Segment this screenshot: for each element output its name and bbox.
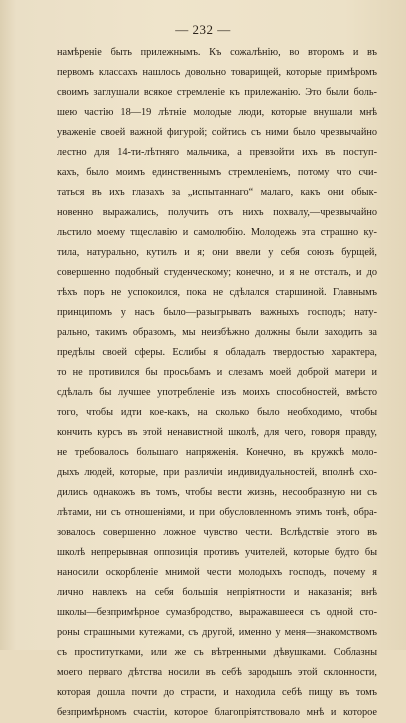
text-line: школѣ непрерывная оппозиція противъ учителей, которые будто бы <box>57 547 377 558</box>
text-line: зовалось совершенно ложное чувство чести. Вслѣдствіе этого въ <box>57 527 377 538</box>
text-line: шею частію 18—19 лѣтніе молодые люди, которые внушали мнѣ <box>57 107 377 118</box>
text-line: тила, натурально, кутилъ и я; они ввели у себя союзъ бурщей, <box>57 247 377 258</box>
text-line: уваженіе своей важной фигурой; сойтись съ ними было чрезвычайно <box>57 127 377 138</box>
text-line: роны страшными кутежами, съ другой, именно у меня—знакомствомъ <box>57 627 377 638</box>
text-line: своимъ заглушали всякое стремленіе къ прилежанію. Это были боль- <box>57 87 377 98</box>
text-line: которая дошла почти до страсти, и находила себѣ пищу въ томъ <box>57 687 377 698</box>
text-line: то не противился бы просьбамъ и слезамъ моей доброй матери и <box>57 367 377 378</box>
text-line: совершенно подобный студенческому; конечно, и я не отсталъ, и до <box>57 267 377 278</box>
text-line: намѣреніе быть прилежнымъ. Къ сожалѣнію, во второмъ и въ <box>57 47 377 58</box>
page-number: — 232 — <box>175 22 231 37</box>
text-line: принципомъ у насъ было—разыгрывать важныхъ господъ; нату- <box>57 307 377 318</box>
text-line: таться въ ихъ глазахъ за „испытаннаго“ малаго, какъ они обык- <box>57 187 377 198</box>
text-line: предѣлы своей сферы. Еслибы я обладалъ твердостью характера, <box>57 347 377 358</box>
text-line: кончить курсъ въ этой ненавистной школѣ, для чего, говоря правду, <box>57 427 377 438</box>
text-line: лестно для 14-ти-лѣтняго мальчика, а превзойти ихъ въ поступ- <box>57 147 377 158</box>
text-line: наносили оскорбленіе мнимой чести молодыхъ господъ, почему я <box>57 567 377 578</box>
text-line: лично навлекъ на себя большія непріятности и наказанія; внѣ <box>57 587 377 598</box>
text-line: безпримѣрномъ счастіи, которое благопріятствовало мнѣ и которое <box>57 707 377 718</box>
text-line: не требовалось большаго напряженія. Конечно, въ кружкѣ моло- <box>57 447 377 458</box>
text-line: сдѣлалъ бы лучшее употребленіе изъ моихъ способностей, вмѣсто <box>57 387 377 398</box>
text-line: дились однакожъ въ томъ, чтобы вести жизнь, несообразную ни съ <box>57 487 377 498</box>
text-line: съ проститутками, или же съ вѣтренными дѣвушками. Соблазны <box>57 647 377 658</box>
text-line: школы—безпримѣрное сумазбродство, выражавшееся съ одной сто- <box>57 607 377 618</box>
text-line: того, чтобы идти кое-какъ, на сколько было необходимо, чтобы <box>57 407 377 418</box>
text-line: лѣтами, ни съ отношеніями, и при обусловленномъ этимъ тонѣ, обра- <box>57 507 377 518</box>
text-line: тѣхъ поръ не успокоился, пока не сдѣлался старшиной. Главнымъ <box>57 287 377 298</box>
text-line: рально, такимъ образомъ, мы неизбѣжно должны были заходить за <box>57 327 377 338</box>
page-text <box>57 43 377 723</box>
text-line: дыхъ людей, которые, при различіи индивидуальностей, вполнѣ схо- <box>57 467 377 478</box>
text-line: первомъ классахъ нашлось довольно товарищей, которые примѣромъ <box>57 67 377 78</box>
text-line: кахъ, было моимъ единственнымъ стремленіемъ, потому что счи- <box>57 167 377 178</box>
text-line: моего перваго дѣтства носили въ себѣ зародышъ этой склонности, <box>57 667 377 678</box>
text-line: льстило моему тщеславію и самолюбію. Молодежь эта страшно ку- <box>57 227 377 238</box>
text-line: новенно выражались, получить отъ нихъ похвалу,—чрезвычайно <box>57 207 377 218</box>
